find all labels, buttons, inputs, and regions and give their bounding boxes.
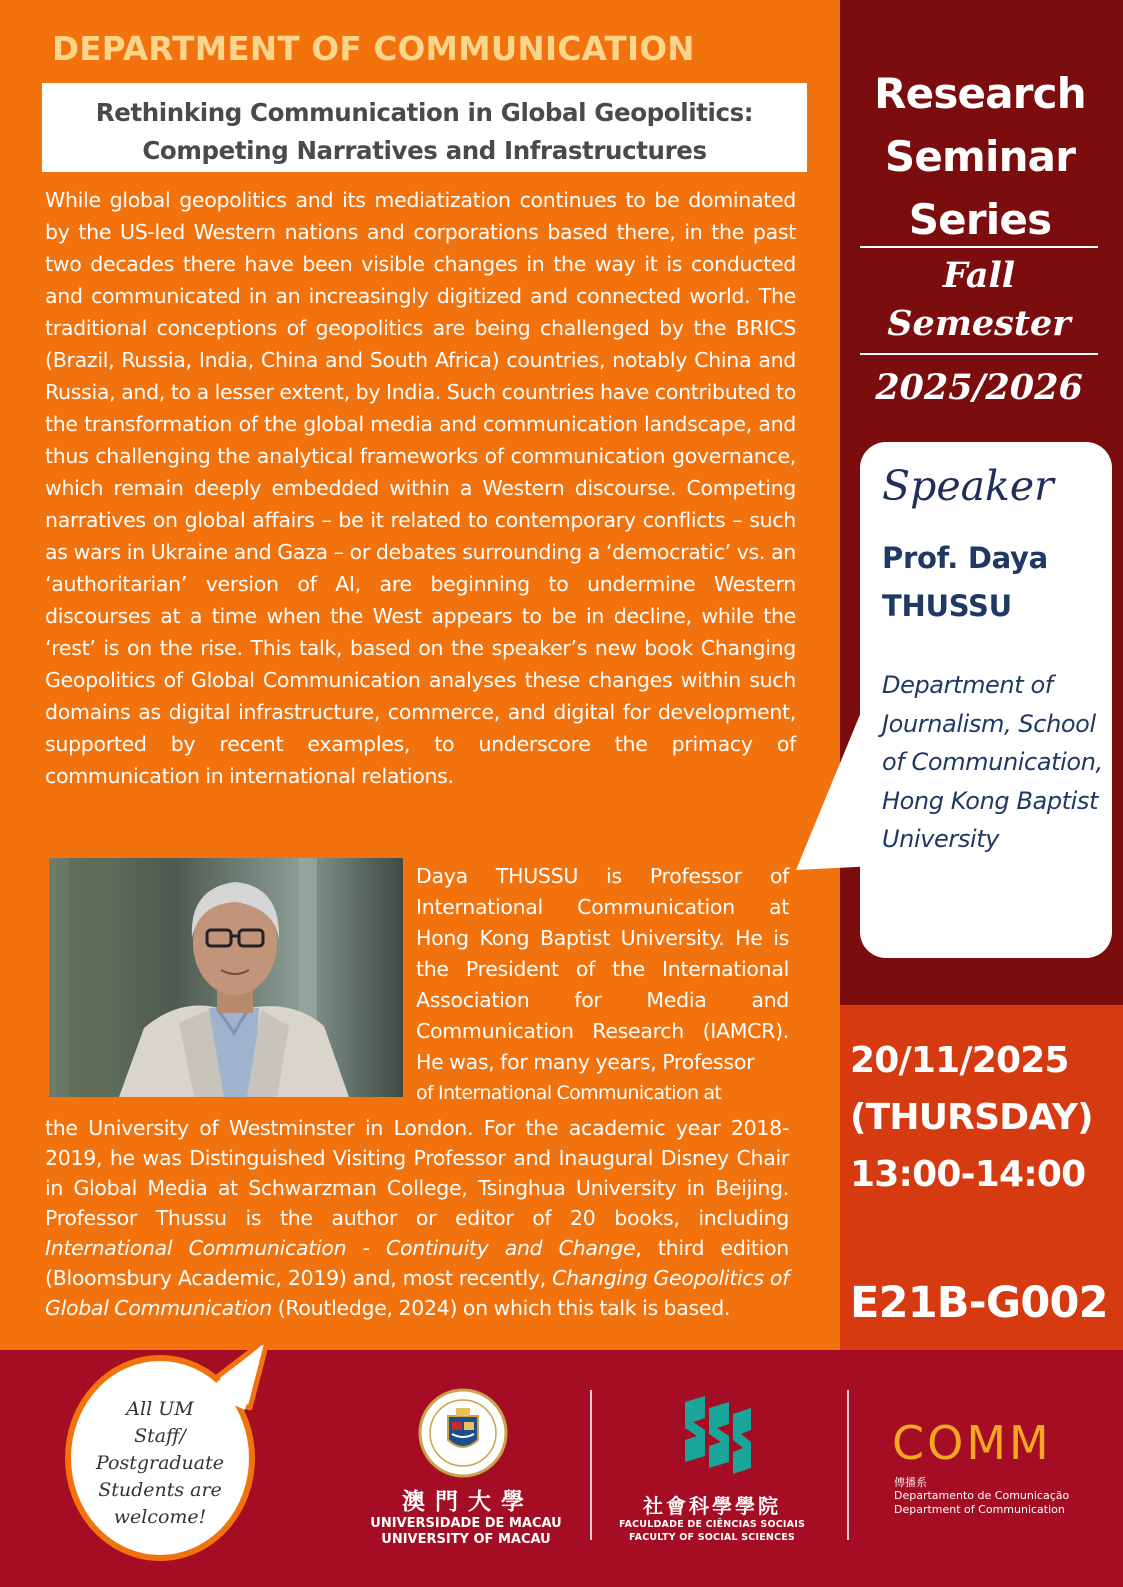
comm-portuguese-name: Departamento de Comunicação [894, 1489, 1070, 1502]
logo-divider-2 [847, 1390, 849, 1540]
seminar-title-line-2: Competing Narratives and Infrastructures [142, 136, 707, 165]
event-time: 13:00-14:00 [850, 1154, 1086, 1195]
speaker-bio-side [416, 861, 789, 1109]
fss-portuguese-name: FACULDADE DE CIÊNCIAS SOCIAIS [618, 1519, 805, 1530]
speaker-affiliation: Department of Journalism, School of Communication, Hong Kong Baptist University [882, 671, 1103, 853]
fss-english-name: FACULTY OF SOCIAL SCIENCES [629, 1532, 795, 1543]
abstract-paragraph: While global geopolitics and its mediatization continues to be dominated by the US-led Western nations and corporations based there, in the past two decades there have been visible changes in the way it is conducted and communicated in an increasingly digitized and connected world. The traditional conceptions of geopolitics are being challenged by the BRICS (Brazil, Russia, India, China and South Africa) countries, notably China and Russia, and, to a lesser extent, by India. Such countries have contributed to the transformation of the global media and communication landscape, and thus challenging the analytical frameworks of communication governance, which remain deeply embedded within a Western discourse. Competing narratives on global affairs – be it related to contemporary conflicts – such as wars in Ukraine and Gaza – or debates surrounding a ‘democratic’ vs. an ‘authoritarian’ version of AI, are beginning to undermine Western discourses at a time when the West appears to be in decline, while the ‘rest’ is on the rise. This talk, based on the speaker’s new book Changing Geopolitics of Global Communication analyses these changes within such domains as digital infrastructure, commerce, and digital for development, supported by recent examples, to underscore the primacy of communication in international relations. [45, 188, 796, 788]
bio-text-2: , third edition (Bloomsbury Academic, 2019) and, most recently, [45, 1236, 789, 1290]
series-line-2: Seminar [884, 132, 1076, 181]
welcome-speech-bubble [0, 0, 300, 1587]
event-weekday: (THURSDAY) [850, 1097, 1093, 1138]
speaker-heading: Speaker [882, 462, 1054, 510]
seminar-title-line-1: Rethinking Communication in Global Geopolitics: [95, 98, 754, 127]
welcome-message [74, 1396, 246, 1531]
event-date: 20/11/2025 [850, 1040, 1069, 1081]
divider-rule-1 [860, 246, 1098, 248]
um-chinese-name: 澳門大學 [402, 1488, 534, 1515]
comm-english-name: Department of Communication [894, 1503, 1065, 1516]
book-title-1: International Communication - Continuity and Change [45, 1236, 636, 1260]
department-heading: DEPARTMENT OF COMMUNICATION [52, 30, 695, 68]
um-english-names [360, 1516, 572, 1548]
um-english-name: UNIVERSITY OF MACAU [381, 1532, 551, 1547]
book-title-2: Changing Geopolitics of Global Communication [45, 1266, 789, 1320]
welcome-line-5: welcome! [113, 1506, 207, 1528]
logo-divider-1 [590, 1390, 592, 1540]
fss-names [610, 1518, 814, 1544]
academic-year: 2025/2026 [875, 367, 1083, 408]
welcome-line-4: Students are [98, 1479, 222, 1501]
welcome-line-2: Staff/ [134, 1425, 186, 1447]
speaker-name: Prof. Daya THUSSU [882, 541, 1048, 623]
comm-chinese-name: 傳播系 [894, 1476, 927, 1489]
welcome-line-1: All UM [126, 1398, 194, 1420]
comm-department-logo: COMM [892, 1416, 1052, 1470]
university-of-macau-seal-logo [418, 1388, 508, 1478]
event-datetime [850, 1032, 1120, 1203]
bio-side-last-line: of International Communication at [416, 1082, 722, 1104]
series-line-3: Series [908, 195, 1052, 244]
welcome-line-3: Postgraduate [95, 1452, 225, 1474]
bio-text-3: (Routledge, 2024) on which this talk is based. [272, 1296, 731, 1320]
speech-bubble-tail [796, 700, 896, 880]
bio-side-text: Daya THUSSU is Professor of International Communication at Hong Kong Baptist University. He is the President of the International Association for Media and Communication Research (IAMCR). He was, for many years, Professor [416, 864, 789, 1074]
fss-chinese-name: 社會科學學院 [643, 1494, 781, 1518]
divider-rule-2 [860, 353, 1098, 355]
series-heading [860, 62, 1100, 251]
bio-text-1: the University of Westminster in London. For the academic year 2018-2019, he was Distinguished Visiting Professor and Inaugural Disney Chair in Global Media at Schwarzman College, Tsinghua University in Beijing. Professor Thussu is the author or editor of 20 books, including [45, 1116, 789, 1230]
comm-names [894, 1489, 1069, 1517]
series-line-1: Research [874, 69, 1086, 118]
term-line-2: Semester [887, 303, 1071, 344]
term-line-1: Fall [942, 255, 1016, 296]
term-label [860, 252, 1098, 348]
um-portuguese-name: UNIVERSIDADE DE MACAU [370, 1516, 562, 1531]
event-venue: E21B-G002 [850, 1278, 1108, 1328]
faculty-social-sciences-logo [683, 1396, 753, 1478]
